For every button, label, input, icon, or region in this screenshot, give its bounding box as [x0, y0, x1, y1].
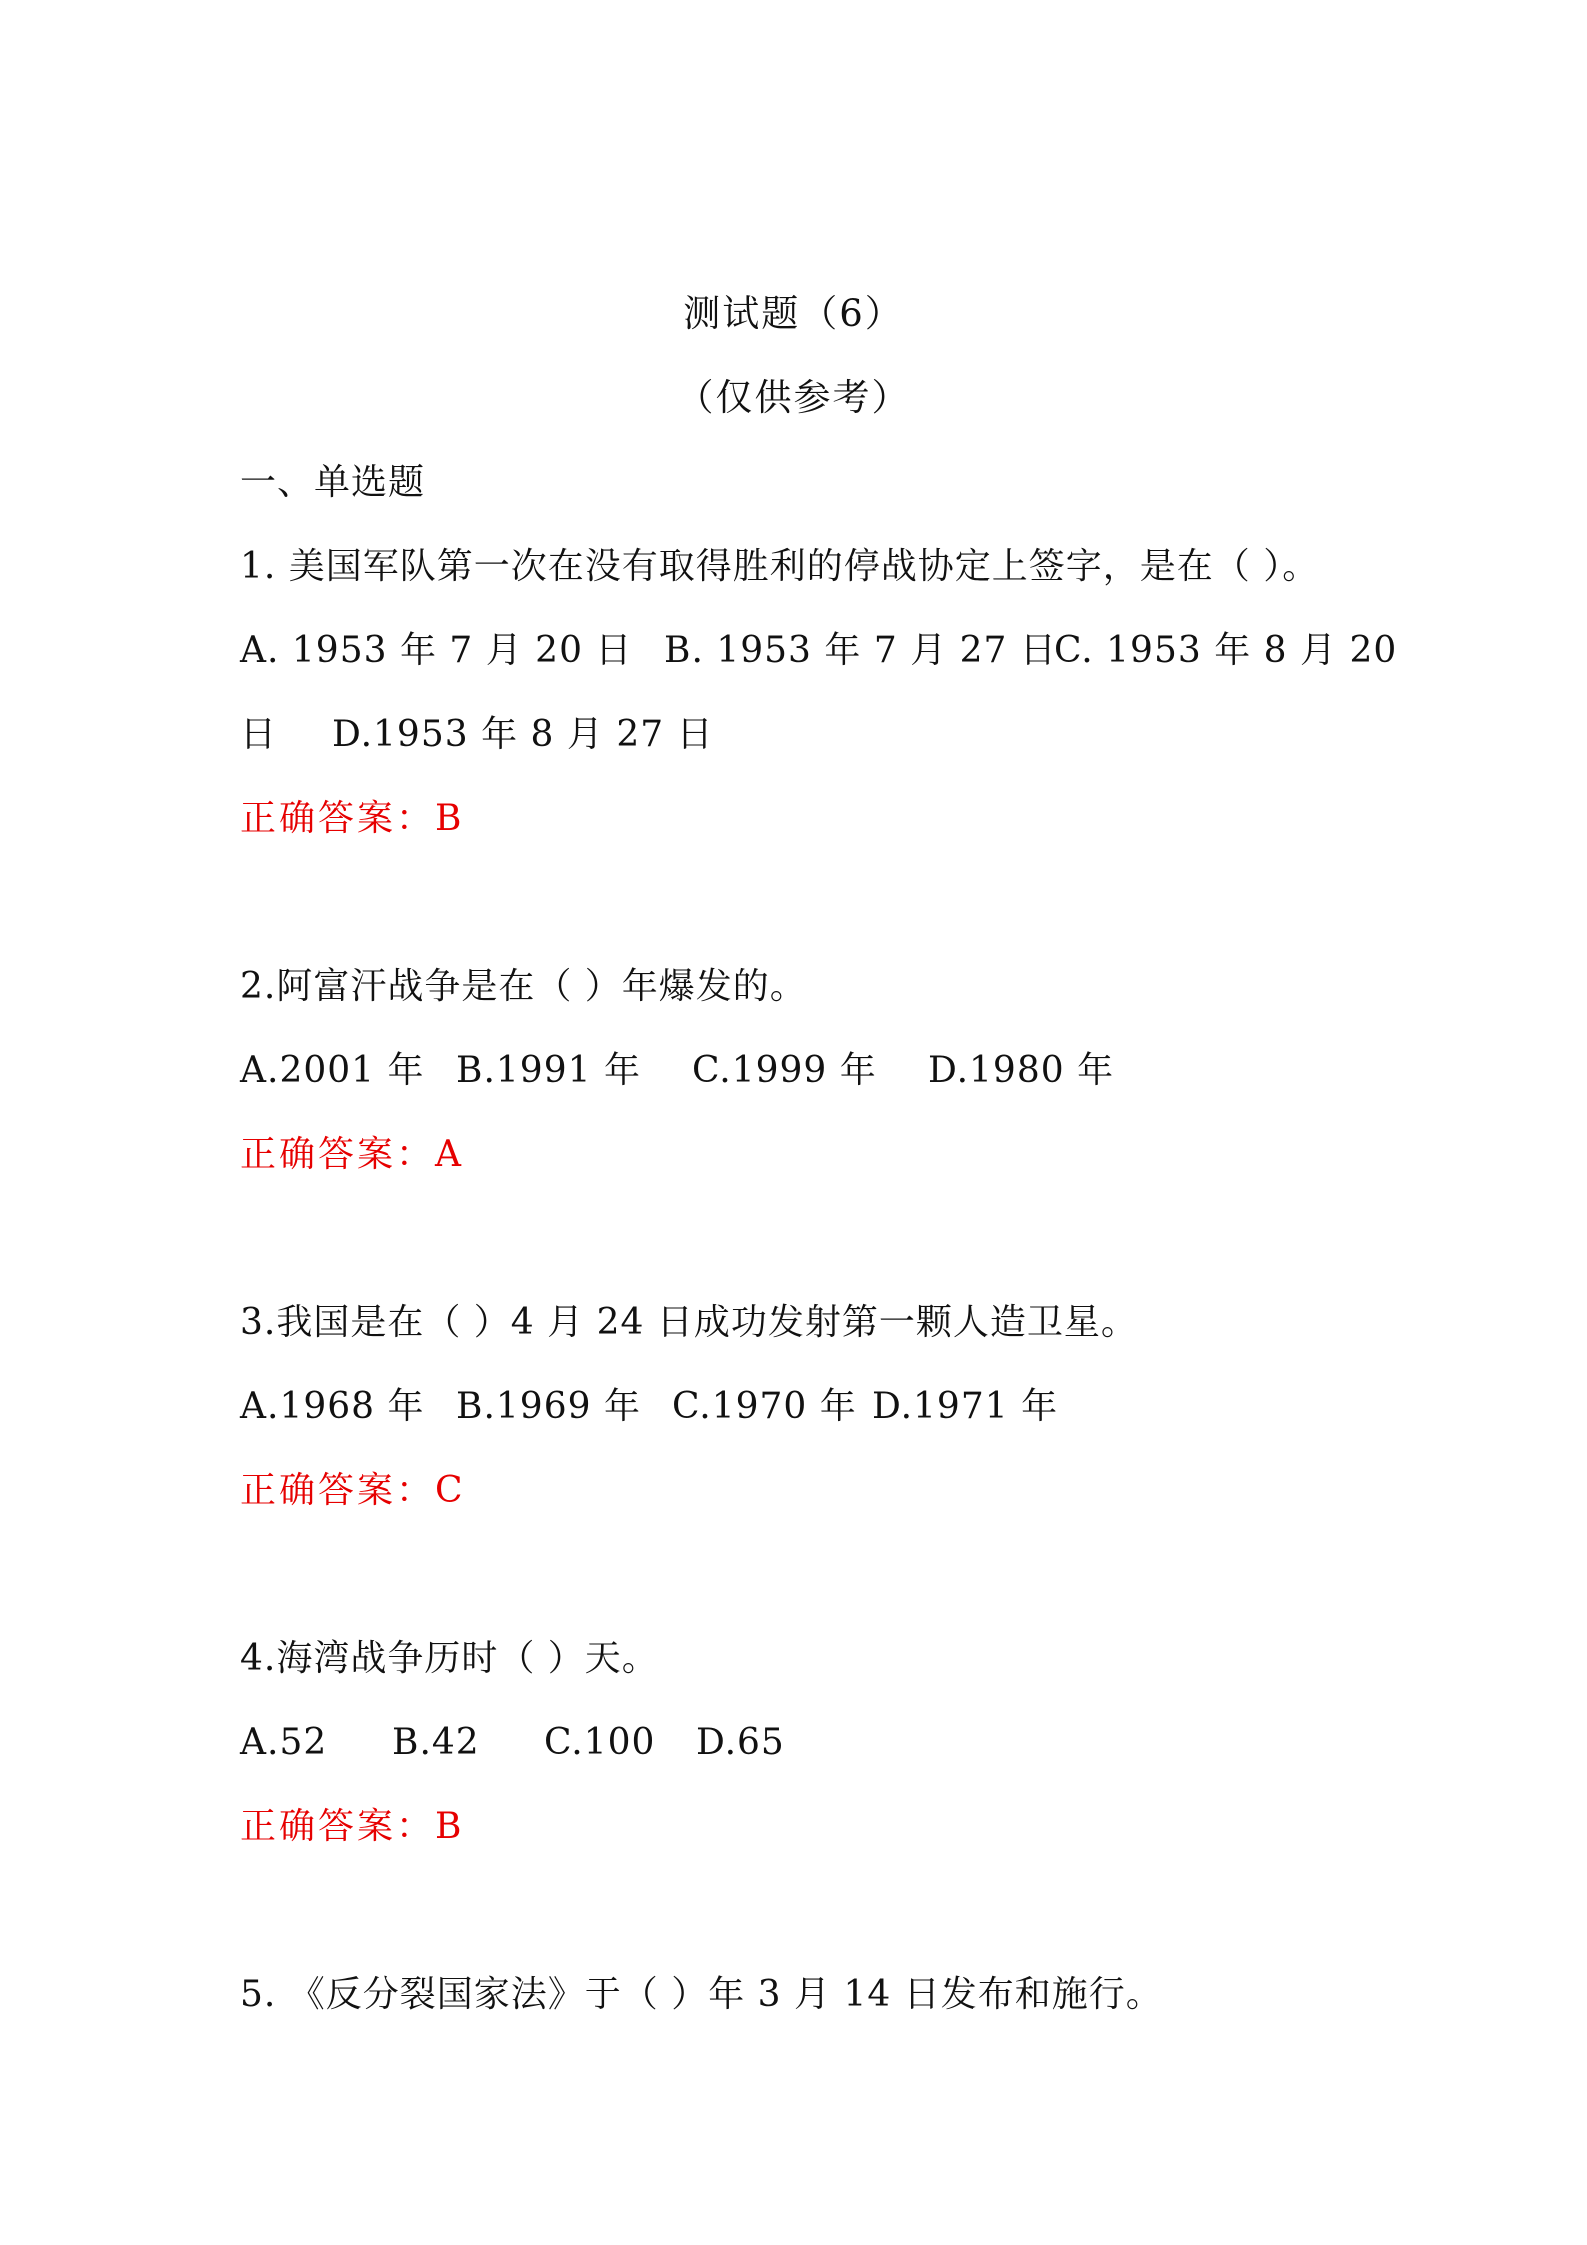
- question-1-option-b: B. 1953 年 7 月 27 日: [664, 630, 1057, 671]
- question-4-options: [240, 1721, 785, 1765]
- document-title: 测试题（6）: [683, 292, 904, 335]
- question-4-stem: 4.海湾战争历时（ ）天。: [240, 1638, 659, 1679]
- question-1-option-c: C. 1953 年 8 月 20: [1054, 630, 1398, 671]
- question-2-option-b: B.1991 年: [456, 1050, 641, 1091]
- question-3-answer: 正确答案：C: [240, 1470, 466, 1511]
- question-1-options-line2: [240, 713, 714, 757]
- question-5-stem: 5. 《反分裂国家法》于（ ）年 3 月 14 日发布和施行。: [240, 1974, 1163, 2015]
- question-2-answer: 正确答案：A: [240, 1134, 464, 1175]
- question-3-option-b: B.1969 年: [456, 1386, 641, 1427]
- question-2-option-d: D.1980 年: [928, 1050, 1115, 1091]
- question-3-options: [240, 1385, 1058, 1429]
- question-4-answer: 正确答案：B: [240, 1806, 465, 1847]
- question-3-option-c: C.1970 年: [672, 1386, 857, 1427]
- document-subtitle: （仅供参考）: [676, 376, 911, 419]
- section-heading: 一、单选题: [240, 462, 426, 503]
- question-1-answer: 正确答案：B: [240, 798, 465, 839]
- question-3-stem: 3.我国是在（ ）4 月 24 日成功发射第一颗人造卫星。: [240, 1302, 1138, 1343]
- question-1-options-line1: [240, 629, 1397, 673]
- question-4-option-b: B.42: [392, 1722, 480, 1763]
- question-1-stem: 1. 美国军队第一次在没有取得胜利的停战协定上签字，是在（ ）。: [240, 546, 1320, 587]
- question-3-option-a: A.1968 年: [240, 1386, 425, 1427]
- question-1-option-c-continued: 日: [240, 714, 278, 755]
- question-3-option-d: D.1971 年: [872, 1386, 1059, 1427]
- question-4-option-c: C.100: [544, 1722, 656, 1763]
- question-1-option-d: D.1953 年 8 月 27 日: [332, 714, 714, 755]
- question-4-option-a: A.52: [240, 1722, 328, 1763]
- question-2-stem: 2.阿富汗战争是在（ ）年爆发的。: [240, 966, 807, 1007]
- question-2-option-a: A.2001 年: [240, 1050, 425, 1091]
- question-1-option-a: A. 1953 年 7 月 20 日: [240, 630, 633, 671]
- question-2-options: [240, 1049, 1114, 1093]
- question-4-option-d: D.65: [696, 1722, 785, 1763]
- question-2-option-c: C.1999 年: [692, 1050, 877, 1091]
